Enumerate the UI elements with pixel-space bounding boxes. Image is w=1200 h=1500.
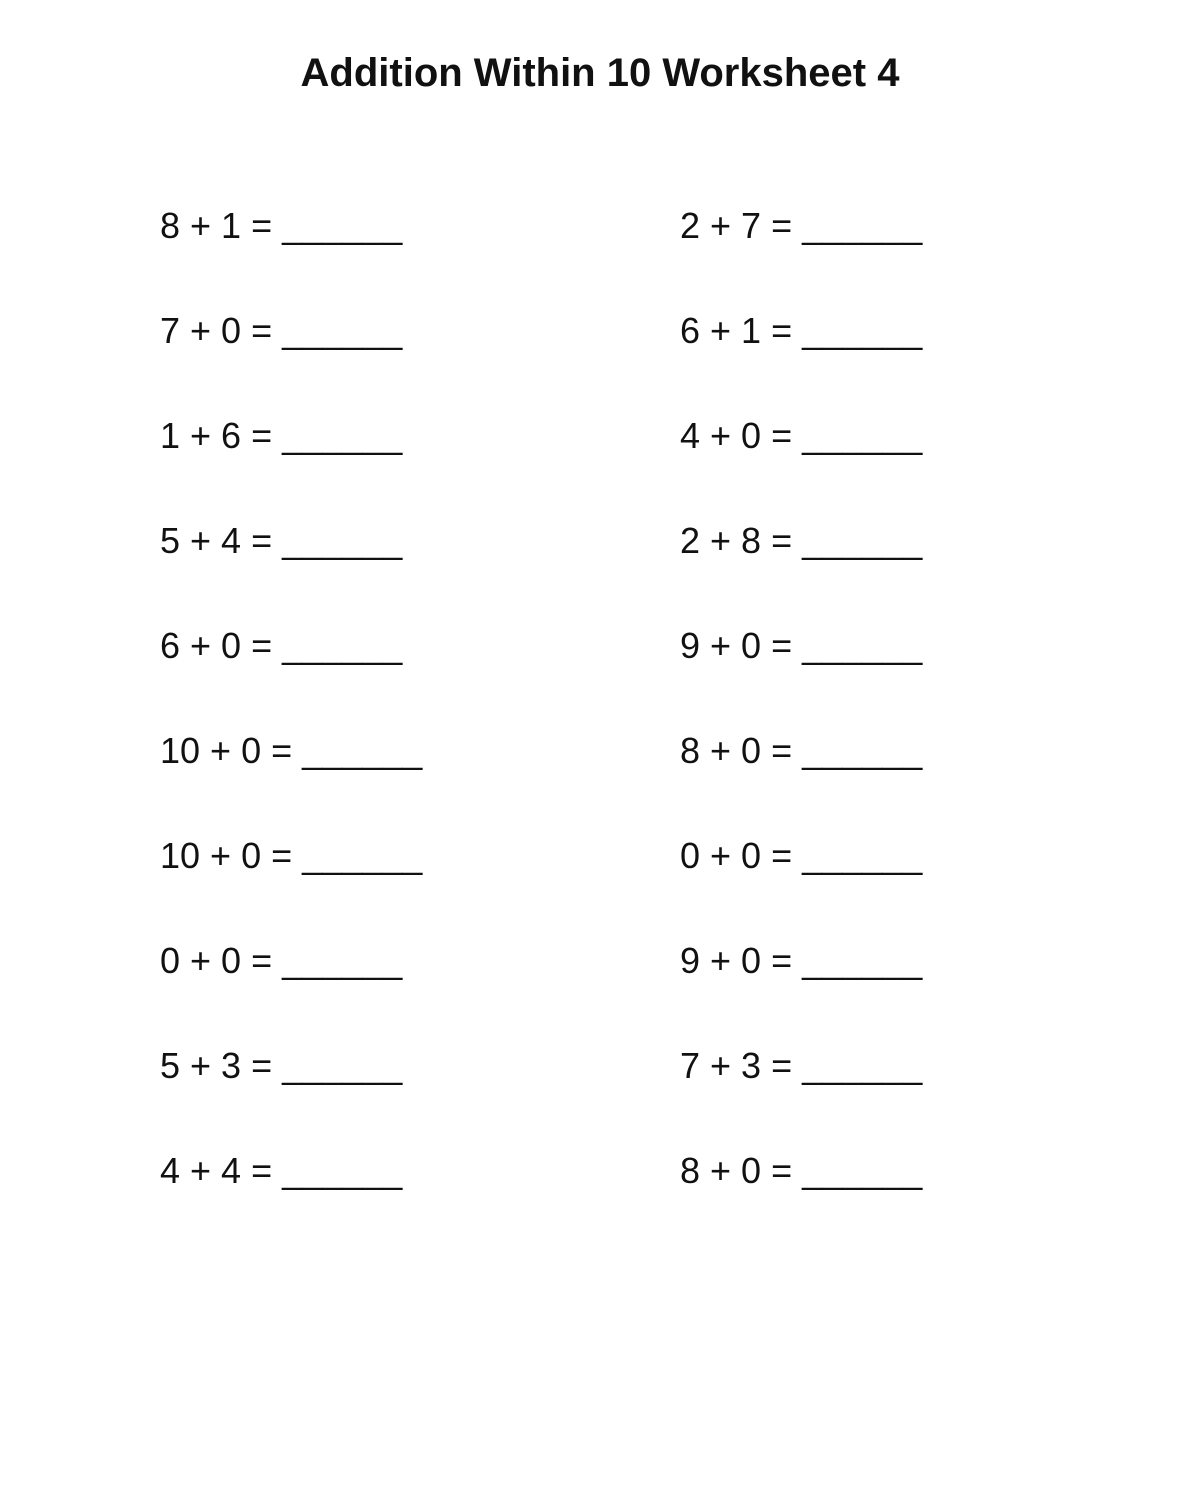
problem-item: 8 + 0 = ______: [680, 730, 923, 771]
problem-item: 6 + 1 = ______: [680, 310, 923, 351]
problem-item: 0 + 0 = ______: [160, 940, 403, 981]
problem-item: 8 + 1 = ______: [160, 205, 403, 246]
problem-item: 2 + 7 = ______: [680, 205, 923, 246]
problem-item: 9 + 0 = ______: [680, 940, 923, 981]
problem-item: 8 + 0 = ______: [680, 1150, 923, 1191]
problem-item: 9 + 0 = ______: [680, 625, 923, 666]
problem-item: 6 + 0 = ______: [160, 625, 403, 666]
problem-item: 4 + 4 = ______: [160, 1150, 403, 1191]
page-title: Addition Within 10 Worksheet 4: [300, 51, 900, 95]
problem-item: 7 + 0 = ______: [160, 310, 403, 351]
problem-item: 5 + 4 = ______: [160, 520, 403, 561]
problem-item: 5 + 3 = ______: [160, 1045, 403, 1086]
problem-grid: [160, 204, 1060, 1254]
problem-item: 10 + 0 = ______: [160, 730, 423, 771]
problem-item: 0 + 0 = ______: [680, 835, 923, 876]
problem-item: 1 + 6 = ______: [160, 415, 403, 456]
problem-item: 7 + 3 = ______: [680, 1045, 923, 1086]
problem-item: 4 + 0 = ______: [680, 415, 923, 456]
problem-item: 2 + 8 = ______: [680, 520, 923, 561]
problem-item: 10 + 0 = ______: [160, 835, 423, 876]
